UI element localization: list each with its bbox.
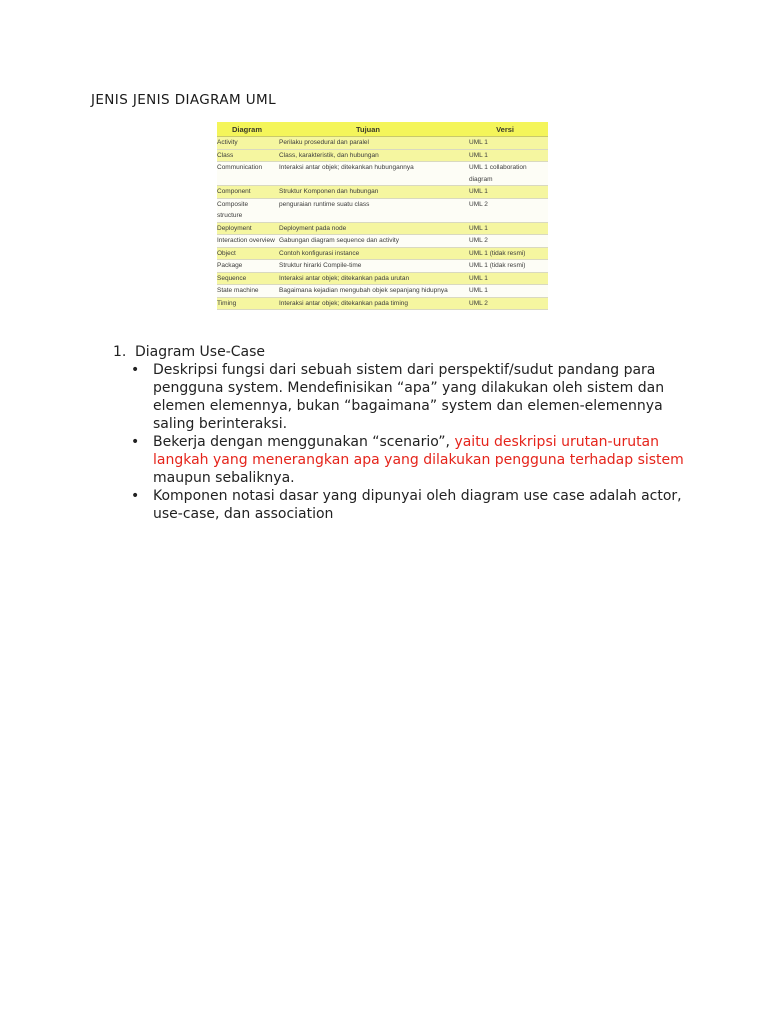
table-cell-versi: UML 1 — [459, 285, 548, 298]
bullet-text: Komponen notasi dasar yang dipunyai oleh diagram use case adalah actor, use-case, dan association — [153, 488, 682, 522]
table-row — [217, 162, 548, 186]
page-title: JENIS JENIS DIAGRAM UML — [91, 92, 276, 108]
table-cell-versi: UML 1 (tidak resmi) — [459, 247, 548, 260]
table-cell-diagram: Composite structure — [217, 198, 277, 222]
table-cell-versi: UML 1 — [459, 272, 548, 285]
table-header-row — [217, 122, 548, 137]
table-cell-diagram: Communication — [217, 162, 277, 186]
table-cell-versi: UML 1 — [459, 149, 548, 162]
list-number: 1. — [113, 344, 127, 360]
table-cell-diagram: Object — [217, 247, 277, 260]
table-cell-diagram: Component — [217, 186, 277, 199]
table-cell-diagram: Deployment — [217, 222, 277, 235]
table-cell-tujuan: Struktur hirarki Compile-time — [277, 260, 459, 273]
bullet-list — [131, 361, 691, 523]
list-item — [131, 361, 691, 433]
table-header-versi: Versi — [459, 122, 548, 137]
table-cell-tujuan: Class, karakteristik, dan hubungan — [277, 149, 459, 162]
table-cell-diagram: Class — [217, 149, 277, 162]
table-cell-versi: UML 1 — [459, 186, 548, 199]
table-cell-diagram: State machine — [217, 285, 277, 298]
table-cell-versi: UML 1 collaboration diagram — [459, 162, 548, 186]
table-cell-tujuan: penguraian runtime suatu class — [277, 198, 459, 222]
table-cell-tujuan: Struktur Komponen dan hubungan — [277, 186, 459, 199]
table-cell-tujuan: Perilaku prosedural dan paralel — [277, 137, 459, 150]
table-cell-versi: UML 1 (tidak resmi) — [459, 260, 548, 273]
bullet-text-end: maupun sebaliknya. — [153, 470, 295, 486]
table-cell-versi: UML 2 — [459, 235, 548, 248]
table-cell-diagram: Timing — [217, 297, 277, 310]
table-row — [217, 222, 548, 235]
table-cell-tujuan: Bagaimana kejadian mengubah objek sepanjang hidupnya — [277, 285, 459, 298]
table-row — [217, 149, 548, 162]
table-cell-tujuan: Interaksi antar objek; ditekankan pada timing — [277, 297, 459, 310]
section-title: Diagram Use-Case — [135, 344, 266, 360]
highlighted-text: yaitu deskripsi urutan-urutan langkah yang menerangkan apa yang dilakukan pengguna terhadap sistem — [153, 434, 684, 468]
uml-diagram-table-image — [217, 122, 548, 332]
table-cell-tujuan: Contoh konfigurasi instance — [277, 247, 459, 260]
table-row — [217, 247, 548, 260]
list-item — [131, 433, 691, 487]
uml-diagram-table — [217, 122, 548, 310]
bullet-text: Deskripsi fungsi dari sebuah sistem dari perspektif/sudut pandang para pengguna system. Mendefinisikan “apa” yang dilakukan oleh sistem dan elemen elemennya, bukan “bagaimana” system dan elemen-elemennya saling berinteraksi. — [153, 362, 665, 432]
table-cell-diagram: Interaction overview — [217, 235, 277, 248]
table-header-tujuan: Tujuan — [277, 122, 459, 137]
bullet-text: Bekerja dengan menggunakan “scenario”, — [153, 434, 455, 450]
table-row — [217, 272, 548, 285]
table-header-diagram: Diagram — [217, 122, 277, 137]
table-row — [217, 235, 548, 248]
table-cell-tujuan: Interaksi antar objek; ditekankan pada urutan — [277, 272, 459, 285]
table-cell-diagram: Sequence — [217, 272, 277, 285]
table-cell-versi: UML 2 — [459, 198, 548, 222]
table-cell-diagram: Package — [217, 260, 277, 273]
bullet-icon: • — [131, 362, 140, 378]
table-cell-versi: UML 1 — [459, 222, 548, 235]
table-row — [217, 186, 548, 199]
table-row — [217, 137, 548, 150]
bullet-icon: • — [131, 488, 140, 504]
table-row — [217, 198, 548, 222]
table-cell-versi: UML 1 — [459, 137, 548, 150]
section-heading — [113, 344, 265, 360]
table-cell-versi: UML 2 — [459, 297, 548, 310]
table-row — [217, 285, 548, 298]
table-cell-tujuan: Gabungan diagram sequence dan activity — [277, 235, 459, 248]
table-row — [217, 260, 548, 273]
table-row — [217, 297, 548, 310]
table-cell-tujuan: Deployment pada node — [277, 222, 459, 235]
table-cell-diagram: Activity — [217, 137, 277, 150]
bullet-icon: • — [131, 434, 140, 450]
table-cell-tujuan: Interaksi antar objek; ditekankan hubungannya — [277, 162, 459, 186]
list-item — [131, 487, 691, 523]
